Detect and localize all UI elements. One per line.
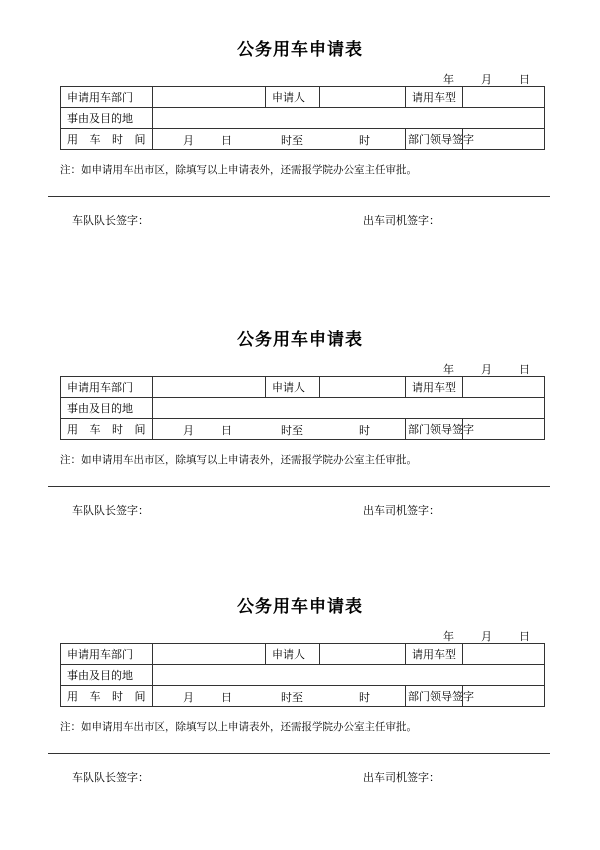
purpose-field[interactable]	[153, 665, 545, 686]
vehicle-type-label: 请用车型	[406, 377, 463, 398]
form-copy-1	[0, 0, 600, 280]
applicant-label: 申请人	[266, 377, 320, 398]
table-row	[61, 398, 545, 419]
hour-to-unit: 时	[359, 424, 370, 437]
purpose-field[interactable]	[153, 398, 545, 419]
purpose-field[interactable]	[153, 108, 545, 129]
purpose-label: 事由及目的地	[61, 108, 153, 129]
vehicle-type-field[interactable]	[463, 87, 545, 108]
driver-sign-label: 出车司机签字：	[363, 214, 440, 227]
department-field[interactable]	[153, 87, 266, 108]
month-label: 月	[481, 630, 492, 643]
captain-sign-label: 车队队长签字：	[72, 214, 149, 227]
department-field[interactable]	[153, 377, 266, 398]
application-table	[60, 86, 545, 150]
leader-sign-field[interactable]	[463, 419, 545, 440]
table-row	[61, 665, 545, 686]
table-row	[61, 108, 545, 129]
department-label: 申请用车部门	[61, 377, 153, 398]
purpose-label: 事由及目的地	[61, 398, 153, 419]
hour-to-unit: 时	[359, 691, 370, 704]
day-unit: 日	[221, 134, 232, 147]
leader-sign-label: 部门领导签字	[406, 686, 463, 707]
note-text: 注：如申请用车出市区，除填写以上申请表外，还需报学院办公室主任审批。	[60, 164, 417, 176]
divider	[48, 486, 550, 487]
applicant-label: 申请人	[266, 644, 320, 665]
month-unit: 月	[183, 134, 194, 147]
application-table	[60, 643, 545, 707]
month-unit: 月	[183, 424, 194, 437]
department-label: 申请用车部门	[61, 644, 153, 665]
day-label: 日	[519, 630, 530, 643]
leader-sign-label: 部门领导签字	[406, 129, 463, 150]
form-copy-2	[0, 290, 600, 570]
driver-sign-label: 出车司机签字：	[363, 771, 440, 784]
table-row	[61, 87, 545, 108]
table-row	[61, 129, 545, 150]
form-copy-3	[0, 557, 600, 837]
vehicle-type-field[interactable]	[463, 644, 545, 665]
captain-sign-label: 车队队长签字：	[72, 504, 149, 517]
use-time-field[interactable]	[153, 686, 406, 707]
vehicle-type-label: 请用车型	[406, 87, 463, 108]
leader-sign-field[interactable]	[463, 129, 545, 150]
month-unit: 月	[183, 691, 194, 704]
day-unit: 日	[221, 691, 232, 704]
leader-sign-field[interactable]	[463, 686, 545, 707]
hour-from-unit: 时至	[281, 424, 303, 437]
hour-to-unit: 时	[359, 134, 370, 147]
table-row	[61, 377, 545, 398]
use-time-label: 用 车 时 间	[61, 129, 153, 150]
leader-sign-label: 部门领导签字	[406, 419, 463, 440]
divider	[48, 753, 550, 754]
year-label: 年	[443, 363, 454, 376]
driver-sign-label: 出车司机签字：	[363, 504, 440, 517]
note-text: 注：如申请用车出市区，除填写以上申请表外，还需报学院办公室主任审批。	[60, 721, 417, 733]
applicant-field[interactable]	[320, 377, 406, 398]
table-row	[61, 644, 545, 665]
application-table	[60, 376, 545, 440]
month-label: 月	[481, 73, 492, 86]
captain-sign-label: 车队队长签字：	[72, 771, 149, 784]
vehicle-type-label: 请用车型	[406, 644, 463, 665]
table-row	[61, 419, 545, 440]
month-label: 月	[481, 363, 492, 376]
table-row	[61, 686, 545, 707]
note-text: 注：如申请用车出市区，除填写以上申请表外，还需报学院办公室主任审批。	[60, 454, 417, 466]
hour-from-unit: 时至	[281, 134, 303, 147]
department-label: 申请用车部门	[61, 87, 153, 108]
purpose-label: 事由及目的地	[61, 665, 153, 686]
day-label: 日	[519, 363, 530, 376]
form-title: 公务用车申请表	[237, 330, 363, 350]
vehicle-type-field[interactable]	[463, 377, 545, 398]
applicant-field[interactable]	[320, 644, 406, 665]
divider	[48, 196, 550, 197]
year-label: 年	[443, 73, 454, 86]
use-time-label: 用 车 时 间	[61, 419, 153, 440]
day-unit: 日	[221, 424, 232, 437]
hour-from-unit: 时至	[281, 691, 303, 704]
department-field[interactable]	[153, 644, 266, 665]
year-label: 年	[443, 630, 454, 643]
use-time-field[interactable]	[153, 419, 406, 440]
applicant-label: 申请人	[266, 87, 320, 108]
form-title: 公务用车申请表	[237, 40, 363, 60]
day-label: 日	[519, 73, 530, 86]
form-title: 公务用车申请表	[237, 597, 363, 617]
use-time-field[interactable]	[153, 129, 406, 150]
applicant-field[interactable]	[320, 87, 406, 108]
use-time-label: 用 车 时 间	[61, 686, 153, 707]
